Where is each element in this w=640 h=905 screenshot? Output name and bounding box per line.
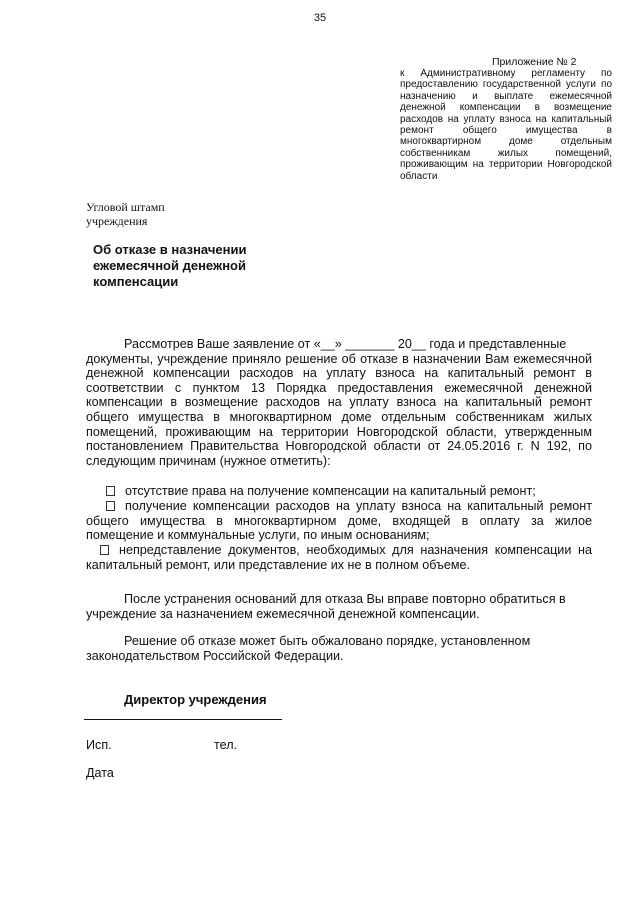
- checkbox-icon[interactable]: [106, 486, 115, 496]
- main-paragraph-body: документы, учреждение приняло решение об отказе в назначении Вам ежемесячной денежной компенсации расходов на уплату взноса на капитальный ремонт в соответствии с пунктом 13 Порядка предоставления ежемесячной денежной компенсации в возмещение расходов на уплату взноса на капитальный ремонт общего имущества в многоквартирном доме отдельным собственникам жилых помещений, проживающим на территории Новгородской области, утвержденным постановлением Правительства Новгородской области от 24.05.2016 г. N 192, по следующим причинам (нужное отметить):: [86, 351, 592, 468]
- repeat-application-paragraph: После устранения оснований для отказа Вы вправе повторно обратиться в учреждение за назначением ежемесячной денежной компенсации.: [86, 592, 566, 621]
- reason-text: получение компенсации расходов на уплату взноса на капитальный ремонт общего имущества в многоквартирном доме, входящей в оплату за жилое помещение и коммунальные услуги, по иным основаниям;: [86, 499, 592, 543]
- subject-line: ежемесячной денежной: [93, 258, 246, 273]
- subject-line: компенсации: [93, 274, 179, 289]
- checkbox-icon[interactable]: [100, 545, 109, 555]
- regulation-reference: к Административному регламенту по предоставлению государственной услуги по назначению и выплате ежемесячной денежной компенсации в возмещение расходов на уплату взноса на капитальный ремонт общего имущества в многоквартирном доме отдельным собственникам жилых помещений, проживающим на территории Новгородской области: [400, 68, 612, 182]
- director-title: Директор учреждения: [124, 692, 267, 707]
- appendix-title: Приложение № 2: [492, 56, 577, 68]
- stamp-line: Угловой штамп: [86, 200, 165, 214]
- checkbox-icon[interactable]: [106, 501, 115, 511]
- reason-text: отсутствие права на получение компенсации на капитальный ремонт;: [125, 484, 536, 498]
- reason-item: [86, 543, 592, 572]
- signature-line: [84, 719, 282, 720]
- letter-subject: [93, 242, 246, 290]
- corner-stamp: [86, 200, 165, 228]
- reason-item: [86, 499, 592, 543]
- executor-label: Исп.: [86, 738, 112, 752]
- date-label: Дата: [86, 766, 114, 780]
- subject-line: Об отказе в назначении: [93, 242, 247, 257]
- page-number: 35: [313, 12, 327, 24]
- appeal-paragraph: Решение об отказе может быть обжаловано порядке, установленном законодательством Российской Федерации.: [86, 634, 531, 663]
- reason-text: непредставление документов, необходимых для назначения компенсации на капитальный ремонт, или представление их не в полном объеме.: [86, 543, 592, 572]
- main-paragraph-first-line: Рассмотрев Ваше заявление от «__» _______ 20__ года и представленные: [124, 337, 567, 351]
- reason-item: [86, 484, 592, 499]
- phone-label: тел.: [214, 738, 238, 752]
- stamp-line: учреждения: [86, 214, 148, 228]
- main-paragraph: [86, 337, 592, 468]
